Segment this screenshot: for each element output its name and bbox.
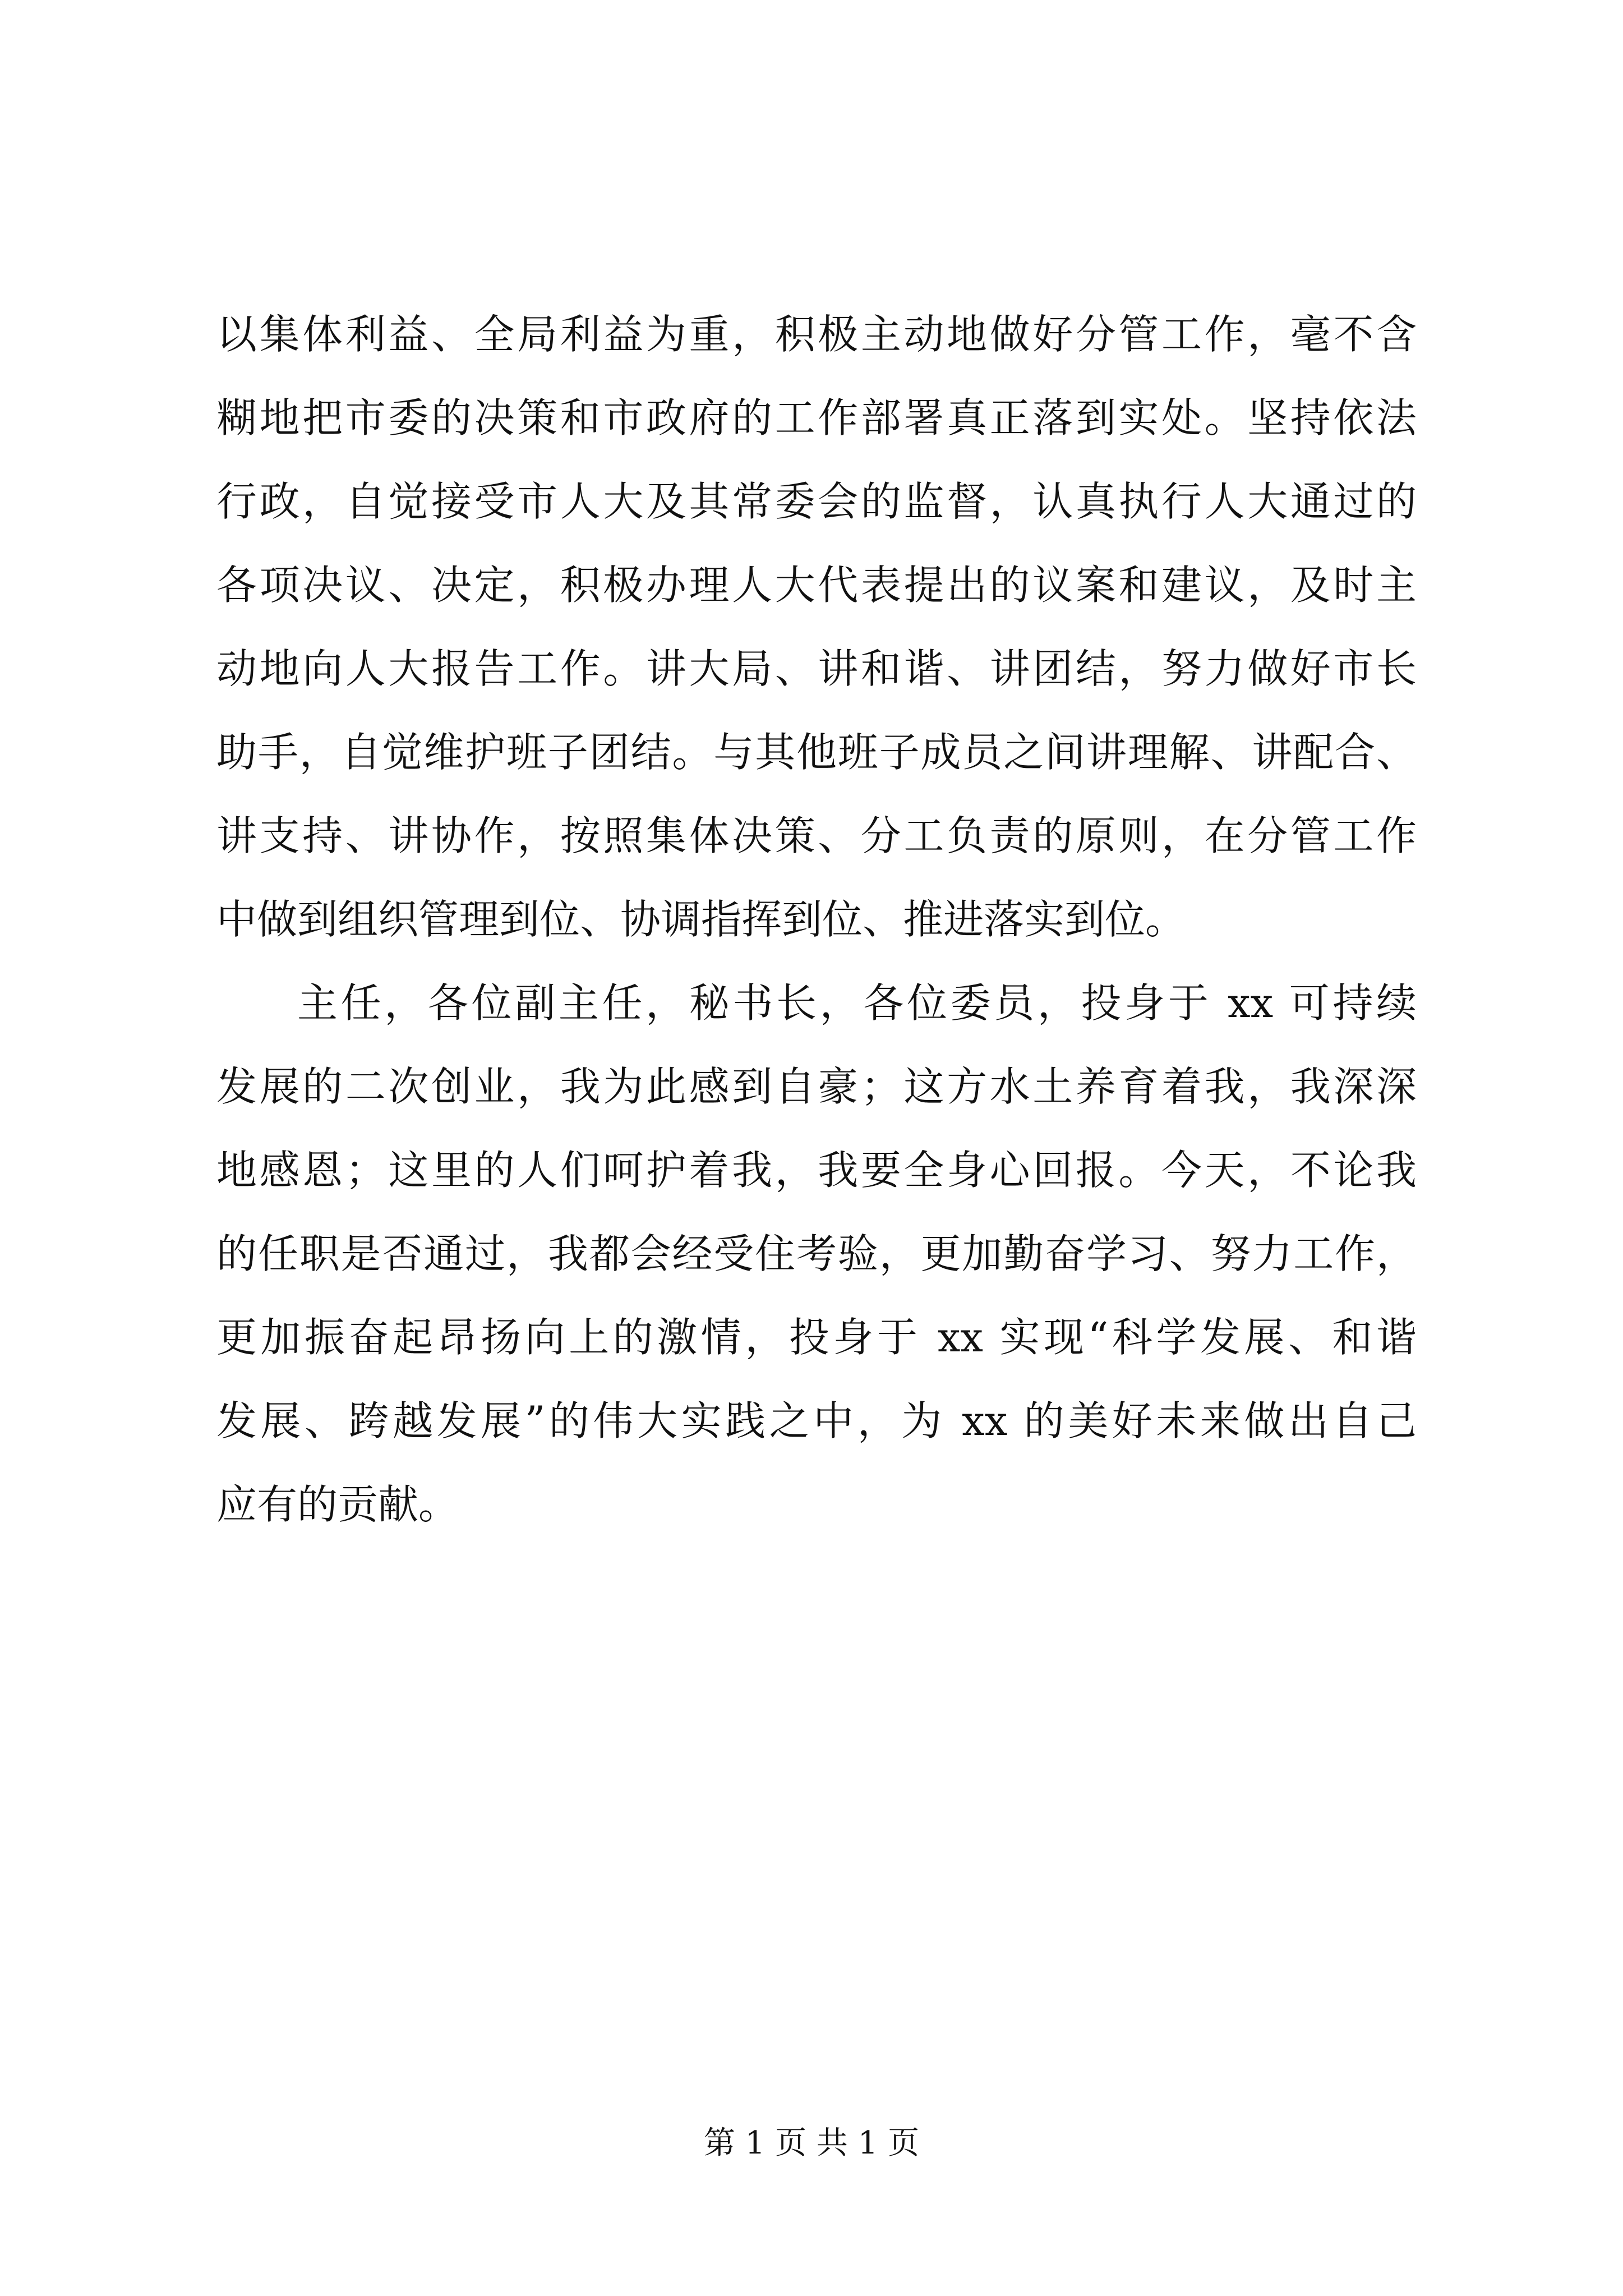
page-number: 第 1 页 共 1 页 (703, 2125, 920, 2161)
document-body (216, 293, 1417, 1547)
text-line: 发展、跨越发展”的伟大实践之中，为 xx 的美好未来做出自己 (216, 1397, 1417, 1444)
text-line: 主任，各位副主任，秘书长，各位委员，投身于 xx 可持续 (297, 979, 1417, 1027)
text-line: 各项决议、决定，积极办理人大代表提出的议案和建议，及时主 (216, 562, 1417, 609)
paragraph-1 (216, 293, 1417, 961)
text-line: 以集体利益、全局利益为重，积极主动地做好分管工作，毫不含 (216, 311, 1417, 358)
text-line: 行政，自觉接受市人大及其常委会的监督，认真执行人大通过的 (216, 478, 1417, 525)
text-line: 中做到组织管理到位、协调指挥到位、推进落实到位。 (216, 896, 1186, 943)
text-line: 发展的二次创业，我为此感到自豪；这方水土养育着我，我深深 (216, 1063, 1417, 1110)
text-line: 讲支持、讲协作，按照集体决策、分工负责的原则，在分管工作 (216, 812, 1417, 859)
text-line: 助手，自觉维护班子团结。与其他班子成员之间讲理解、讲配合、 (216, 729, 1417, 776)
text-line: 应有的贡献。 (216, 1481, 459, 1528)
paragraph-2 (216, 961, 1417, 1547)
text-line: 的任职是否通过，我都会经受住考验，更加勤奋学习、努力工作， (216, 1230, 1417, 1277)
text-line: 更加振奋起昂扬向上的激情，投身于 xx 实现“科学发展、和谐 (216, 1314, 1417, 1361)
text-line: 糊地把市委的决策和市政府的工作部署真正落到实处。坚持依法 (216, 394, 1417, 441)
text-line: 动地向人大报告工作。讲大局、讲和谐、讲团结，努力做好市长 (216, 645, 1417, 692)
page-footer (0, 2124, 1623, 2163)
text-line: 地感恩；这里的人们呵护着我，我要全身心回报。今天，不论我 (216, 1147, 1417, 1194)
